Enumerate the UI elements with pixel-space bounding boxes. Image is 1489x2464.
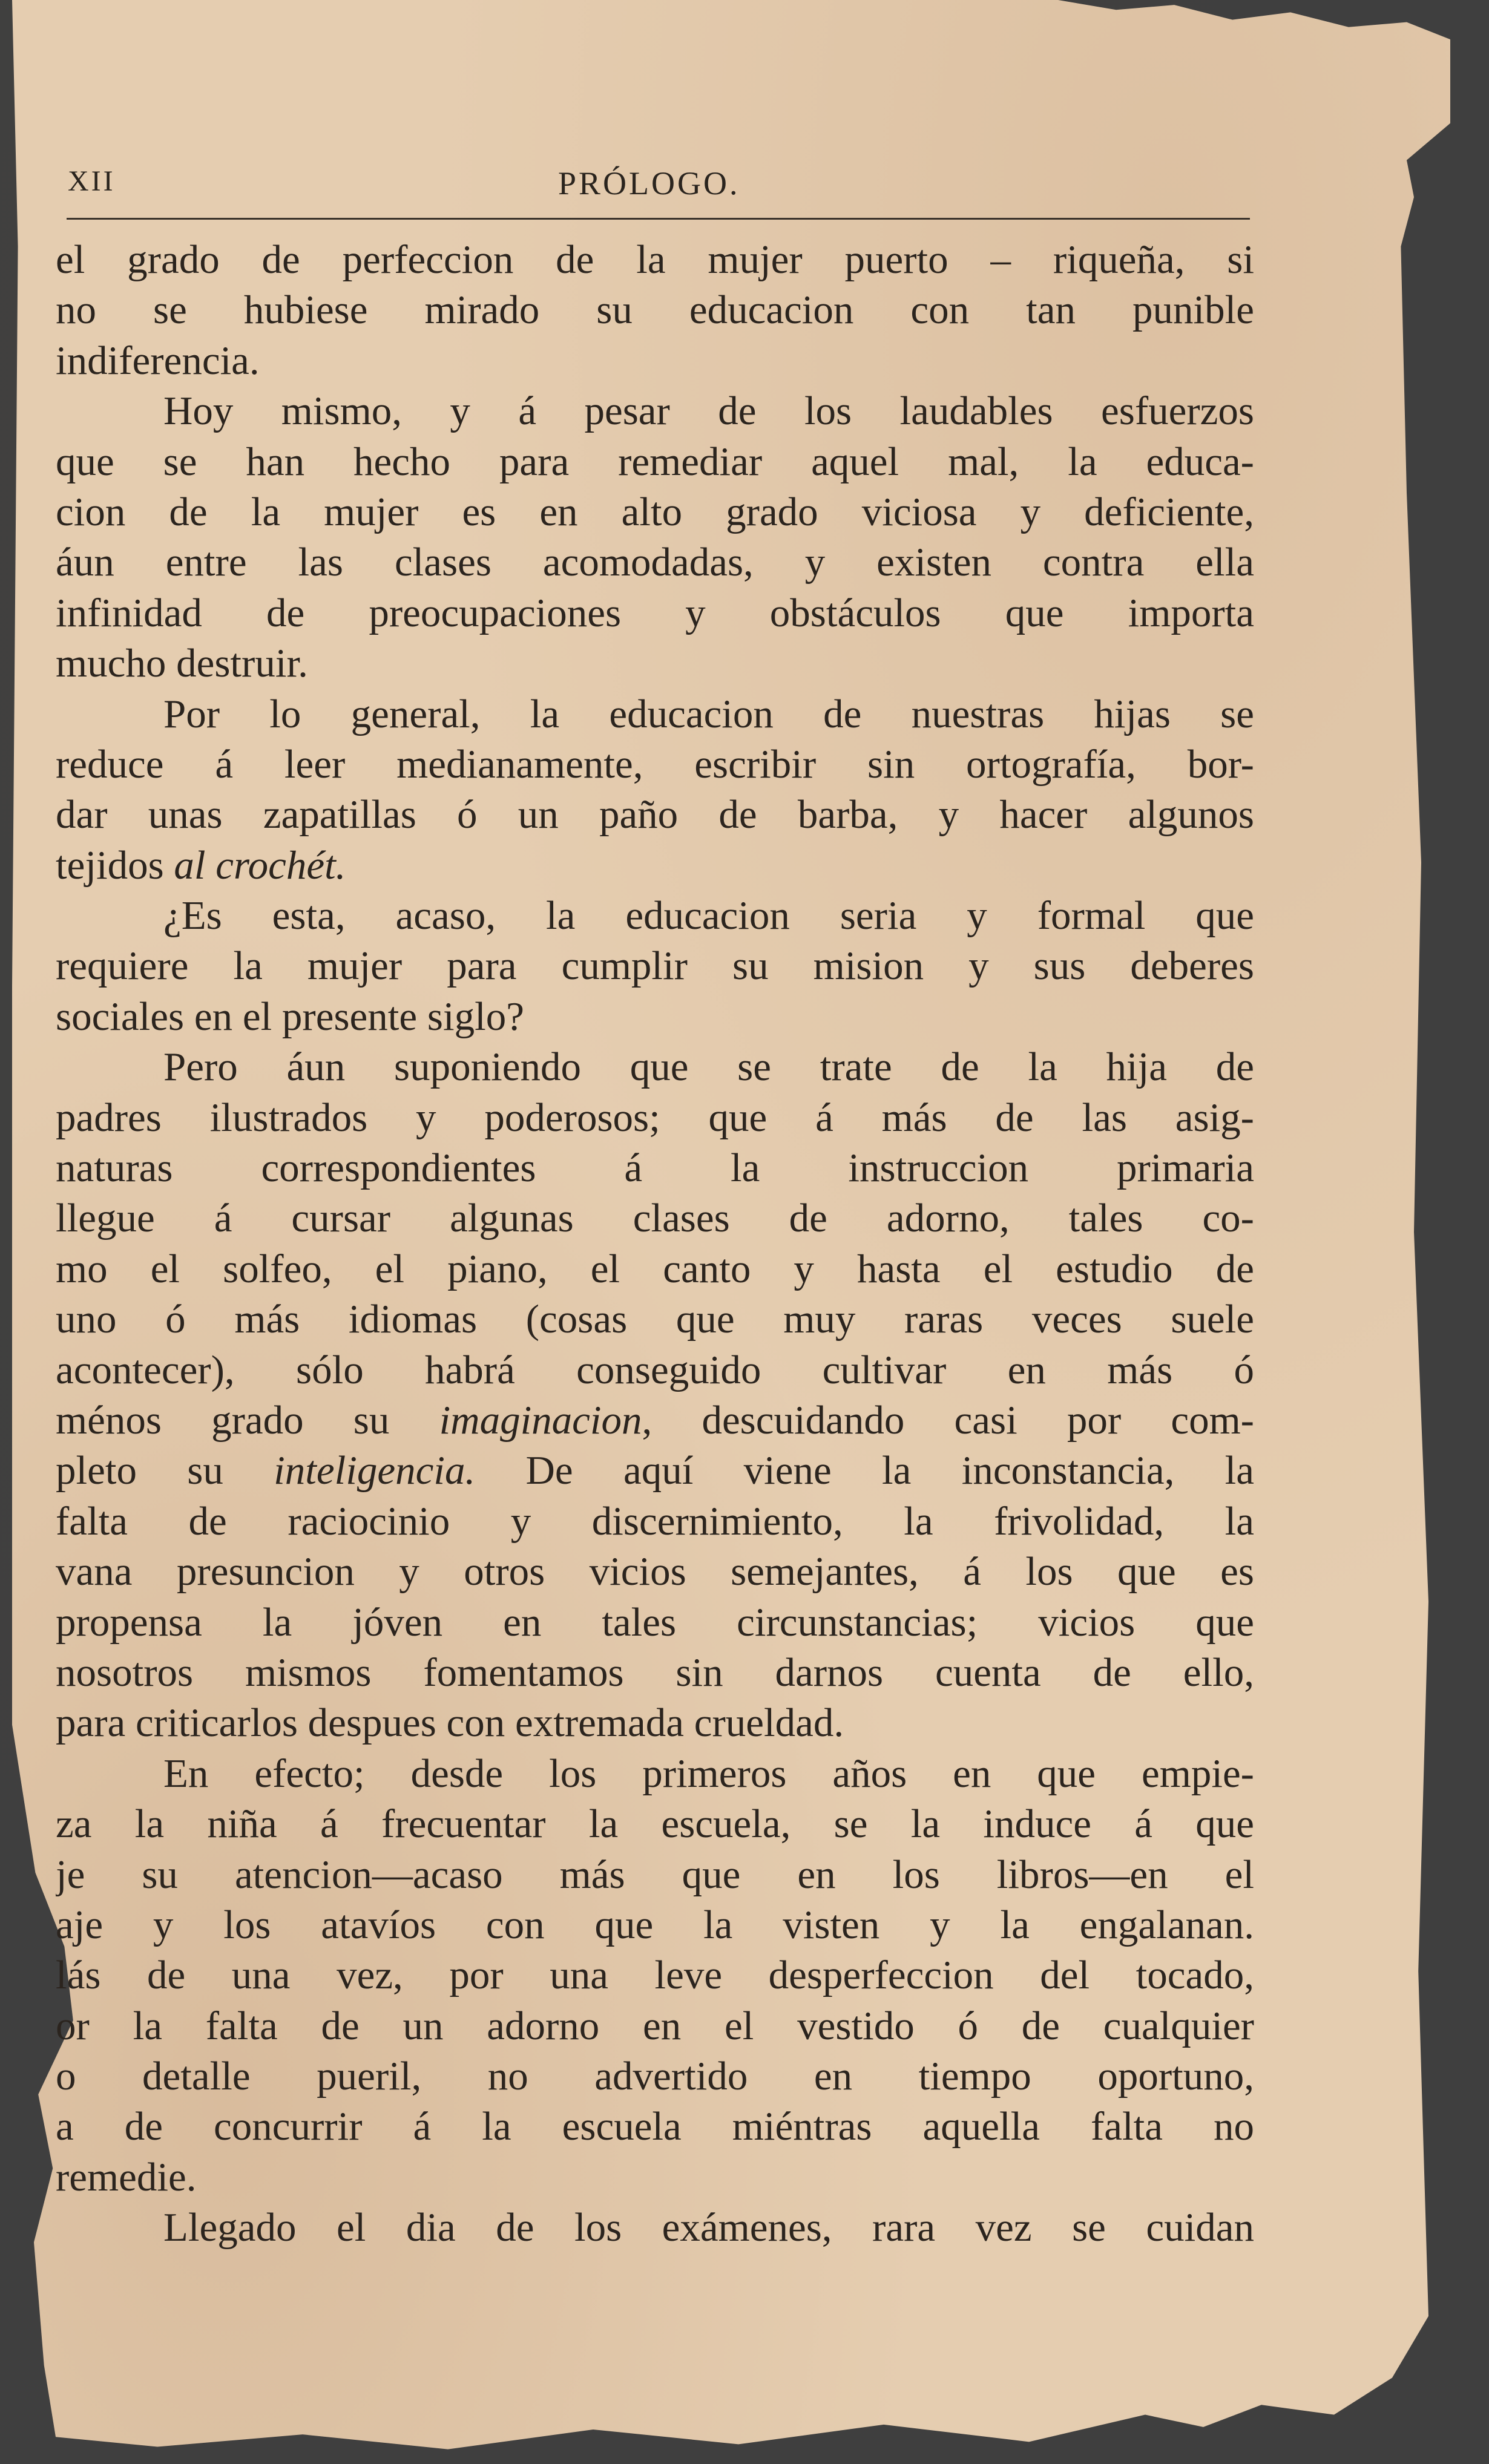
text-line-main: sociales en el presente siglo? — [56, 994, 524, 1039]
text-line-main: que se han hecho para remediar aquel mal, la educa- — [56, 439, 1254, 484]
text-line-main: requiere la mujer para cumplir su mision y sus deberes — [56, 943, 1254, 989]
text-line-main: En efecto; desde los primeros años en que empie- — [163, 1751, 1254, 1796]
running-head: PRÓLOGO. — [558, 165, 740, 202]
text-line — [56, 2203, 1254, 2253]
text-line — [56, 588, 1254, 638]
text-line — [56, 1345, 1254, 1395]
text-line — [56, 285, 1254, 335]
text-line — [56, 638, 1254, 689]
text-line — [56, 386, 1254, 436]
text-line-main: cion de la mujer es en alto grado viciosa y deficiente, — [56, 489, 1254, 534]
text-line-main: propensa la jóven en tales circunstancias; vicios que — [56, 1599, 1254, 1645]
text-line-main: acontecer), sólo habrá conseguido cultivar en más ó — [56, 1347, 1254, 1392]
text-line-tail: , descuidando casi por com- — [642, 1397, 1254, 1443]
text-line — [56, 941, 1254, 991]
text-line — [56, 1244, 1254, 1294]
text-line-main: ménos grado su — [56, 1397, 439, 1443]
text-line-main: mucho destruir. — [56, 641, 308, 686]
text-line — [56, 840, 1254, 891]
text-line — [56, 1597, 1254, 1648]
text-line-main: áun entre las clases acomodadas, y existen contra ella — [56, 540, 1254, 585]
text-line-main: Hoy mismo, y á pesar de los laudables esfuerzos — [163, 388, 1254, 434]
text-line — [56, 1799, 1254, 1849]
text-line-main: or la falta de un adorno en el vestido ó de cualquier — [56, 2003, 1254, 2048]
text-line-main: naturas correspondientes á la instruccion primaria — [56, 1145, 1254, 1191]
text-line-main: a de concurrir á la escuela miéntras aquella falta no — [56, 2104, 1254, 2149]
text-line-main: je su atencion—acaso más que en los libros—en el — [56, 1852, 1254, 1897]
text-line-main: Pero áun suponiendo que se trate de la hija de — [163, 1044, 1254, 1090]
text-line-main: llegue á cursar algunas clases de adorno, tales co- — [56, 1196, 1254, 1241]
body-text — [56, 235, 1254, 2253]
text-line-main: lás de una vez, por una leve desperfeccion del tocado, — [56, 1953, 1254, 1998]
text-line — [56, 1698, 1254, 1748]
text-line-main: remedie. — [56, 2154, 197, 2200]
text-line-main: indiferencia. — [56, 338, 260, 383]
text-line — [56, 689, 1254, 739]
text-line — [56, 1143, 1254, 1193]
text-line — [56, 1042, 1254, 1092]
text-line — [56, 2051, 1254, 2102]
text-line — [56, 2102, 1254, 2152]
text-line-main: reduce á leer medianamente, escribir sin ortografía, bor- — [56, 741, 1254, 787]
page-header — [68, 165, 1251, 201]
italic-term: al crochét. — [174, 842, 346, 888]
text-line — [56, 235, 1254, 285]
page-folio: XII — [68, 165, 116, 197]
text-line-main: pleto su — [56, 1448, 274, 1493]
text-line-main: el grado de perfeccion de la mujer puerto – riqueña, si — [56, 237, 1254, 282]
text-line-main: no se hubiese mirado su educacion con tan punible — [56, 287, 1254, 333]
text-line — [56, 437, 1254, 487]
text-line-main: infinidad de preocupaciones y obstáculos que importa — [56, 590, 1254, 635]
text-line — [56, 1648, 1254, 1698]
text-line — [56, 1395, 1254, 1446]
text-line — [56, 1900, 1254, 1950]
text-line-main: vana presuncion y otros vicios semejantes, á los que es — [56, 1549, 1254, 1594]
text-line — [56, 992, 1254, 1042]
text-line — [56, 2001, 1254, 2051]
text-line — [56, 790, 1254, 840]
text-line — [56, 1950, 1254, 2000]
text-line-main: Llegado el dia de los exámenes, rara vez se cuidan — [163, 2205, 1254, 2250]
text-line — [56, 487, 1254, 537]
text-line-main: Por lo general, la educacion de nuestras hijas se — [163, 691, 1254, 736]
text-line-main: nosotros mismos fomentamos sin darnos cuenta de ello, — [56, 1650, 1254, 1695]
header-rule — [67, 218, 1250, 220]
text-line-main: dar unas zapatillas ó un paño de barba, y hacer algunos — [56, 792, 1254, 837]
text-line-main: padres ilustrados y poderosos; que á más de las asig- — [56, 1095, 1254, 1140]
text-line-main: mo el solfeo, el piano, el canto y hasta el estudio de — [56, 1246, 1254, 1291]
text-line-main: tejidos — [56, 842, 174, 888]
italic-term: imaginacion — [439, 1397, 642, 1443]
text-line — [56, 1496, 1254, 1547]
text-line-main: aje y los atavíos con que la visten y la engalanan. — [56, 1902, 1254, 1947]
text-line-main: za la niña á frecuentar la escuela, se la induce á que — [56, 1801, 1254, 1847]
text-line — [56, 1547, 1254, 1597]
text-line — [56, 336, 1254, 386]
text-line — [56, 1093, 1254, 1143]
text-line — [56, 1294, 1254, 1345]
text-line — [56, 537, 1254, 588]
text-line-tail: De aquí viene la inconstancia, la — [475, 1448, 1254, 1493]
text-line — [56, 1749, 1254, 1799]
text-line-main: ¿Es esta, acaso, la educacion seria y formal que — [163, 893, 1254, 939]
text-line — [56, 891, 1254, 941]
text-line-main: uno ó más idiomas (cosas que muy raras veces suele — [56, 1297, 1254, 1342]
italic-term: inteligencia. — [274, 1448, 476, 1493]
text-line-main: o detalle pueril, no advertido en tiempo oportuno, — [56, 2054, 1254, 2099]
text-line-main: para criticarlos despues con extremada crueldad. — [56, 1700, 844, 1746]
text-line — [56, 739, 1254, 790]
text-line-main: falta de raciocinio y discernimiento, la frivolidad, la — [56, 1498, 1254, 1544]
text-line — [56, 1193, 1254, 1243]
text-line — [56, 1446, 1254, 1496]
text-line — [56, 2152, 1254, 2203]
text-line — [56, 1850, 1254, 1900]
